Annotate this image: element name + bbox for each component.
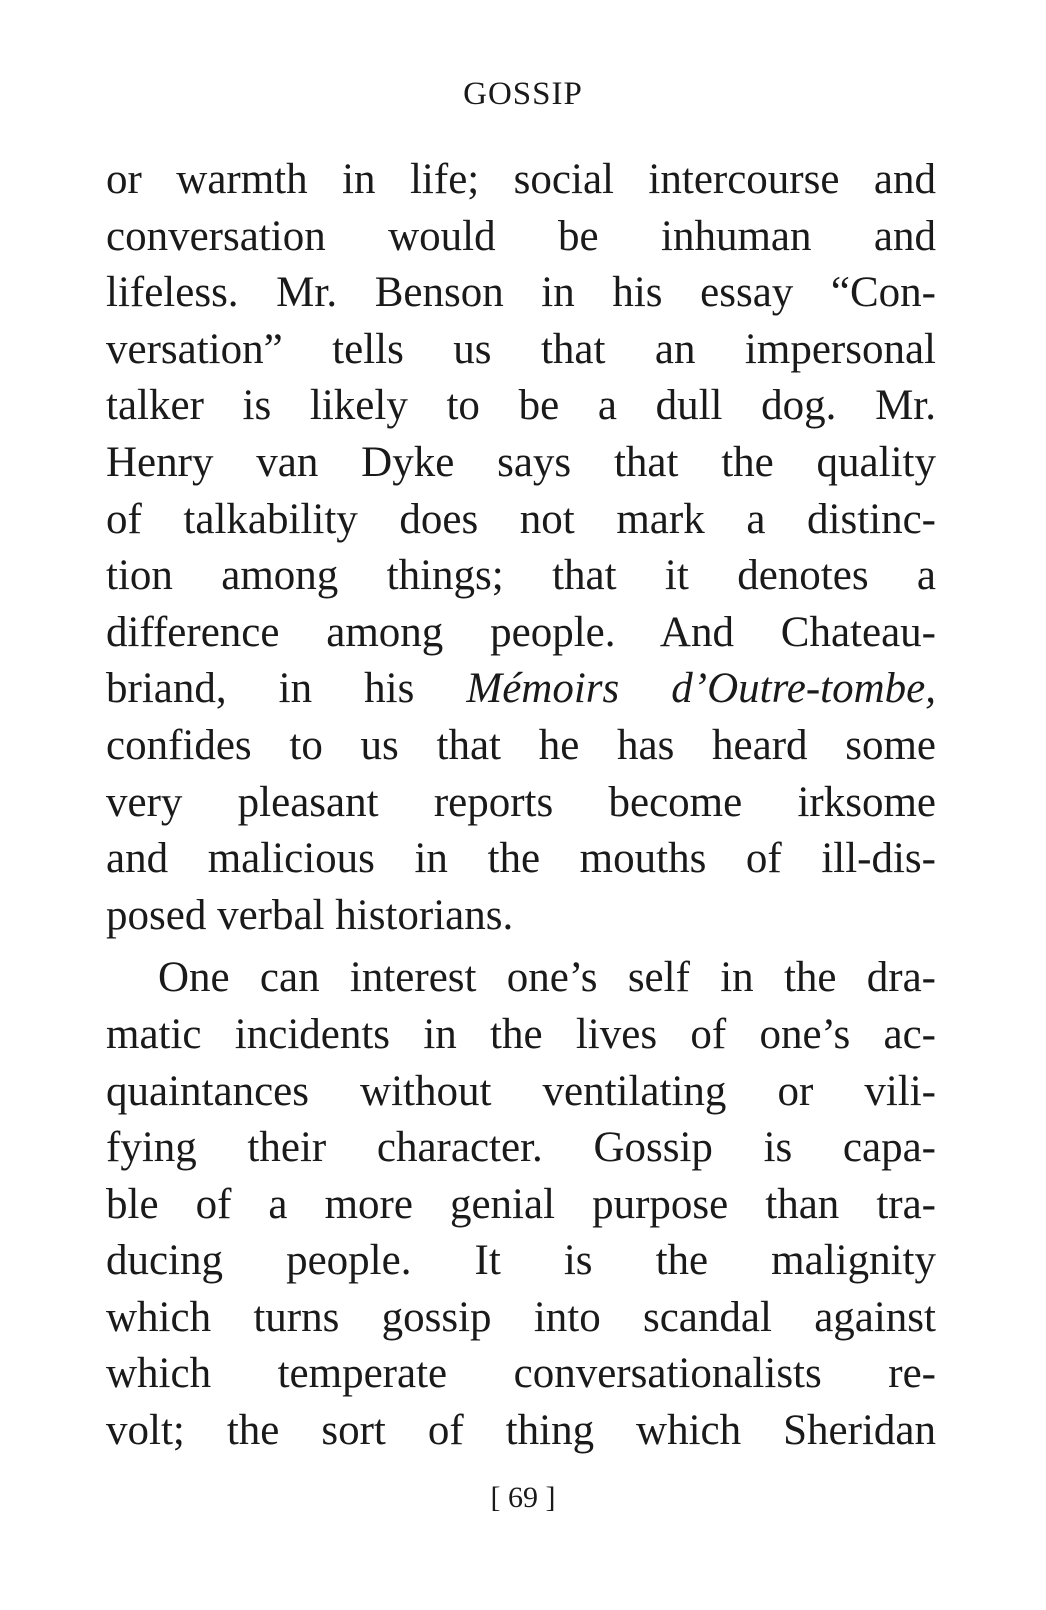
text-line: and malicious in the mouths of ill-dis- — [106, 835, 936, 883]
text-line: ducing people. It is the malignity — [106, 1237, 936, 1285]
italic-title: Mémoirs d’Outre-tombe, — [466, 665, 936, 713]
text-line: Henry van Dyke says that the quality — [106, 438, 936, 486]
text-line: tion among things; that it denotes a — [106, 552, 936, 600]
text-line: of talkability does not mark a distinc- — [106, 495, 936, 543]
text-line: talker is likely to be a dull dog. Mr. — [106, 382, 936, 430]
text-line: lifeless. Mr. Benson in his essay “Con- — [106, 269, 936, 317]
text-line: which turns gossip into scandal against — [106, 1293, 936, 1341]
text-line: matic incidents in the lives of one’s ac- — [106, 1010, 936, 1058]
text-line: or warmth in life; social intercourse and — [106, 156, 936, 203]
text-line: ble of a more genial purpose than tra- — [106, 1180, 936, 1228]
paragraph — [106, 950, 936, 1459]
page-number: [ 69 ] — [490, 1481, 556, 1514]
text-line: confides to us that he has heard some — [106, 721, 936, 769]
paragraph — [106, 152, 936, 944]
text-segment: briand, in his — [106, 665, 467, 713]
text-line: versation” tells us that an impersonal — [106, 325, 936, 373]
body-text — [106, 152, 936, 1460]
text-line: very pleasant reports become irksome — [106, 778, 936, 826]
text-line — [106, 661, 936, 718]
text-line: conversation would be inhuman and — [106, 212, 936, 260]
text-line: difference among people. And Chateau- — [106, 608, 936, 656]
text-line: quaintances without ventilating or vili- — [106, 1067, 936, 1115]
text-line: posed verbal historians. — [106, 891, 514, 939]
text-line: which temperate conversationalists re- — [106, 1350, 936, 1398]
text-line: volt; the sort of thing which Sheridan — [106, 1407, 936, 1455]
text-line: One can interest one’s self in the dra- — [158, 954, 936, 1002]
running-head: GOSSIP — [463, 76, 583, 112]
text-line: fying their character. Gossip is capa- — [106, 1124, 936, 1172]
